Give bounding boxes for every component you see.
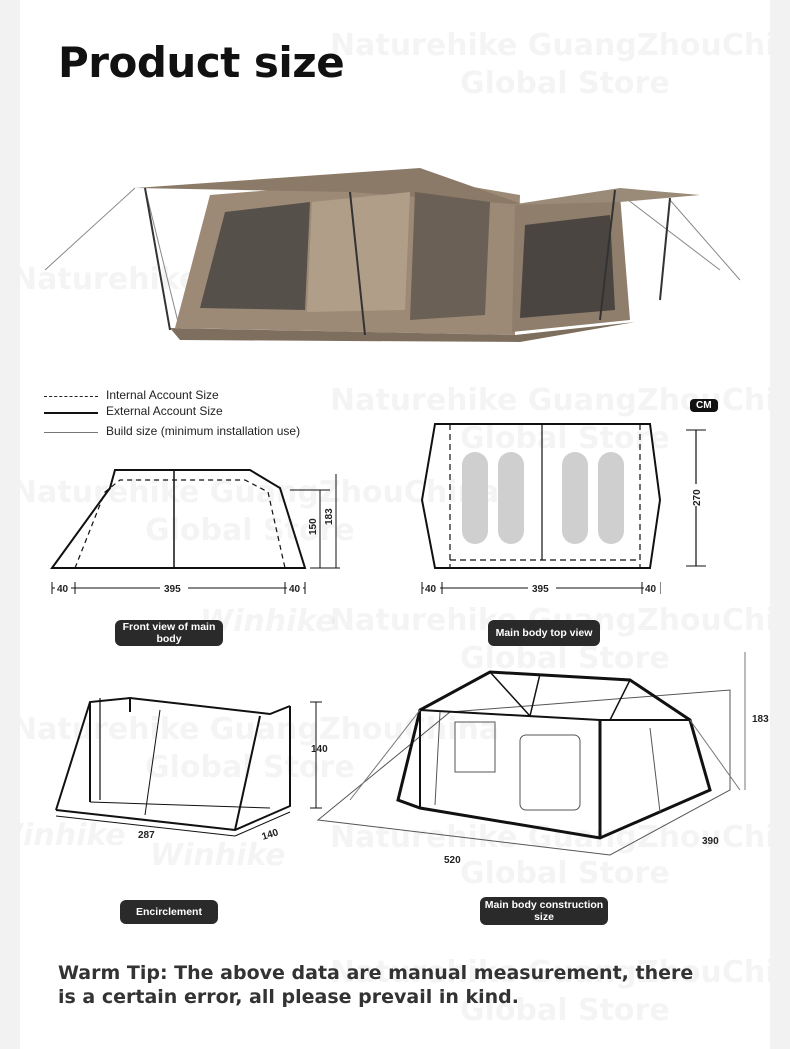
front-width-left: 40 [57, 584, 69, 595]
sleeping-bag [498, 452, 524, 544]
watermark-store [330, 28, 770, 63]
tent-door-panel [307, 192, 410, 312]
front-height-outer: 183 [324, 508, 335, 525]
front-width-main: 395 [164, 584, 181, 595]
sleeping-bag [598, 452, 624, 544]
tent-window-right [410, 192, 490, 320]
construction-height: 183 [752, 714, 769, 725]
enclosure-height: 140 [311, 744, 328, 755]
front-width-right: 40 [289, 584, 301, 595]
construction-label: Main body construction size [480, 897, 608, 925]
construction-depth: 390 [702, 836, 719, 847]
watermark-store [460, 66, 670, 101]
page-title: Product size [58, 38, 345, 87]
solid-line-swatch [44, 412, 98, 414]
dashed-line-swatch [44, 396, 98, 397]
enclosure-depth: 140 [260, 827, 280, 843]
front-height-inner: 150 [308, 518, 319, 535]
top-view-label: Main body top view [488, 620, 600, 646]
unit-badge: CM [690, 399, 718, 412]
top-depth: 270 [692, 489, 703, 506]
top-view-diagram [410, 420, 720, 600]
enclosure-diagram [50, 690, 340, 850]
top-width-left: 40 [425, 584, 437, 595]
construction-length: 520 [444, 855, 461, 866]
thin-line-swatch [44, 432, 98, 433]
top-width-main: 395 [532, 584, 549, 595]
enclosure-length: 287 [138, 830, 155, 841]
construction-diagram [310, 650, 770, 870]
front-view-label: Front view of main body [115, 620, 223, 646]
product-size-page: Product size Internal Account Size External Account Size Build size (minimum installation use) CM 150 183 40 395 40 Front view of main body 270 40 395 40 Main body top view 140 287 140 Encirclement 183 520 390 Main body construction size Warm Tip: The above data are manual measurement, there is a certain error, all please prevail in kind. [20, 0, 770, 1049]
front-view-diagram [40, 460, 350, 600]
tent-vestibule-window [520, 215, 615, 318]
sleeping-bag [462, 452, 488, 544]
sleeping-bag [562, 452, 588, 544]
tent-photo [20, 150, 770, 350]
warm-tip: Warm Tip: The above data are manual measurement, there is a certain error, all please prevail in kind. [58, 962, 694, 1008]
enclosure-label: Encirclement [120, 900, 218, 924]
top-width-right: 40 [645, 584, 657, 595]
